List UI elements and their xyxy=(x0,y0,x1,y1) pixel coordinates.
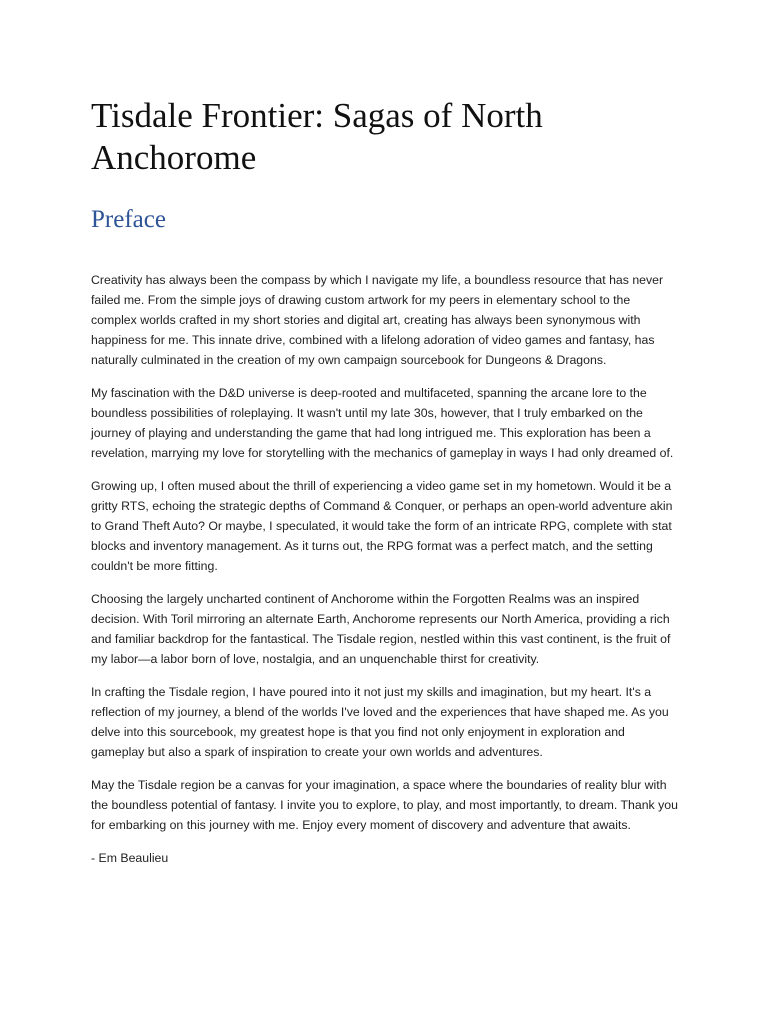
section-heading-preface: Preface xyxy=(91,206,166,233)
author-signature: - Em Beaulieu xyxy=(91,851,169,865)
document-title: Tisdale Frontier: Sagas of North Anchorome xyxy=(91,96,543,177)
paragraph: Growing up, I often mused about the thrill of experiencing a video game set in my hometown. Would it be a gritty RTS, echoing the strategic depths of Command & Conquer, or perhaps an open-world adventure akin to Grand Theft Auto? Or maybe, I speculated, it would take the form of an intricate RPG, complete with stat blocks and inventory management. As it turns out, the RPG format was a perfect match, and the setting couldn't be more fitting. xyxy=(91,479,673,573)
preface-body xyxy=(91,270,679,881)
paragraph: Creativity has always been the compass by which I navigate my life, a boundless resource that has never failed me. From the simple joys of drawing custom artwork for my peers in elementary school to the complex worlds crafted in my short stories and digital art, creating has always been synonymous with happiness for me. This innate drive, combined with a lifelong adoration of video games and fantasy, has naturally culminated in the creation of my own campaign sourcebook for Dungeons & Dragons. xyxy=(91,273,664,367)
paragraph: Choosing the largely uncharted continent of Anchorome within the Forgotten Realms was an inspired decision. With Toril mirroring an alternate Earth, Anchorome represents our North America, providing a rich and familiar backdrop for the fantastical. The Tisdale region, nestled within this vast continent, is the fruit of my labor—a labor born of love, nostalgia, and an unquenchable thirst for creativity. xyxy=(91,592,671,666)
paragraph: May the Tisdale region be a canvas for your imagination, a space where the boundaries of reality blur with the boundless potential of fantasy. I invite you to explore, to play, and most importantly, to dream. Thank you for embarking on this journey with me. Enjoy every moment of discovery and adventure that awaits. xyxy=(91,778,678,832)
paragraph: In crafting the Tisdale region, I have poured into it not just my skills and imagination, but my heart. It's a reflection of my journey, a blend of the worlds I've loved and the experiences that have shaped me. As you delve into this sourcebook, my greatest hope is that you find not only enjoyment in exploration and gameplay but also a spark of inspiration to create your own worlds and adventures. xyxy=(91,685,669,759)
paragraph: My fascination with the D&D universe is deep-rooted and multifaceted, spanning the arcane lore to the boundless possibilities of roleplaying. It wasn't until my late 30s, however, that I truly embarked on the journey of playing and understanding the game that had long intrigued me. This exploration has been a revelation, marrying my love for storytelling with the mechanics of gameplay in ways I had only dreamed of. xyxy=(91,386,674,460)
